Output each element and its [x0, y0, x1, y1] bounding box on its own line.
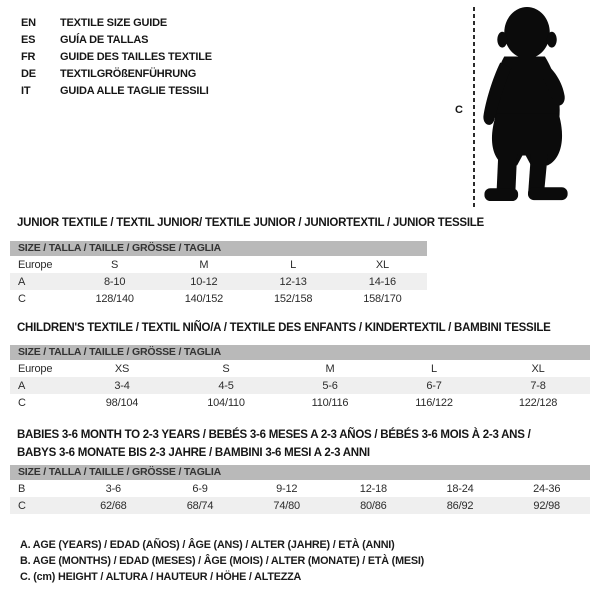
table-cell: 14-16	[368, 275, 396, 288]
language-header	[21, 14, 212, 99]
table-row	[10, 377, 590, 394]
toddler-silhouette-icon	[482, 7, 577, 207]
table-row	[10, 273, 427, 290]
table-cell: 152/158	[273, 292, 313, 305]
lang-row-fr	[21, 48, 212, 65]
table-row	[10, 480, 590, 497]
table-row	[10, 497, 590, 514]
junior-size-table	[10, 241, 427, 307]
row-label: C	[18, 499, 26, 512]
height-measure-label: C	[455, 104, 463, 116]
table-cell: 6-9	[192, 482, 208, 495]
table-cell: 12-18	[359, 482, 387, 495]
table-cell: M	[199, 258, 209, 271]
table-cell: 3-4	[114, 379, 130, 392]
table-cell: XS	[114, 362, 130, 375]
table-cell: 62/68	[100, 499, 127, 512]
babies-size-table	[10, 465, 590, 514]
table-cell: 24-36	[533, 482, 561, 495]
table-cell: 110/116	[311, 396, 349, 409]
lang-code: IT	[21, 84, 31, 97]
table-cell: 98/104	[105, 396, 139, 409]
table-cell: 140/152	[184, 292, 224, 305]
table-cell: 6-7	[426, 379, 442, 392]
lang-row-de	[21, 65, 212, 82]
table-cell: 8-10	[104, 275, 126, 288]
lang-code: ES	[21, 33, 36, 46]
table-row	[10, 394, 590, 411]
row-label: C	[18, 396, 26, 409]
size-header-row: SIZE / TALLA / TAILLE / GRÖSSE / TAGLIA	[10, 345, 590, 360]
babies-title-line-2: BABYS 3-6 MONATE BIS 2-3 JAHRE / BAMBINI 3-6 MESI A 2-3 ANNI	[17, 447, 370, 459]
junior-section-title: JUNIOR TEXTILE / TEXTIL JUNIOR/ TEXTILE JUNIOR / JUNIORTEXTIL / JUNIOR TESSILE	[17, 217, 484, 229]
note-age-years: A. AGE (YEARS) / EDAD (AÑOS) / ÂGE (ANS) / ALTER (JAHRE) / ETÀ (ANNI)	[20, 539, 395, 551]
row-label: B	[18, 482, 26, 495]
row-label: Europe	[18, 362, 53, 375]
size-header-row: SIZE / TALLA / TAILLE / GRÖSSE / TAGLIA	[10, 241, 427, 256]
lang-title: TEXTILE SIZE GUIDE	[60, 16, 168, 29]
table-cell: 9-12	[276, 482, 298, 495]
row-label: Europe	[18, 258, 53, 271]
table-cell: 104/110	[207, 396, 245, 409]
babies-title-line-1: BABIES 3-6 MONTH TO 2-3 YEARS / BEBÉS 3-6 MESES A 2-3 AÑOS / BÉBÉS 3-6 MOIS À 2-3 ANS /	[17, 429, 531, 441]
table-cell: 4-5	[218, 379, 234, 392]
table-cell: XL	[375, 258, 389, 271]
lang-title: TEXTILGRÖßENFÜHRUNG	[60, 67, 197, 80]
lang-code: EN	[21, 16, 36, 29]
table-cell: M	[325, 362, 335, 375]
table-cell: 18-24	[446, 482, 474, 495]
table-cell: S	[222, 362, 230, 375]
row-label: A	[18, 379, 26, 392]
children-size-table	[10, 345, 590, 411]
lang-title: GUIDA ALLE TAGLIE TESSILI	[60, 84, 209, 97]
table-cell: 122/128	[518, 396, 558, 409]
table-cell: 80/86	[360, 499, 387, 512]
table-cell: 68/74	[186, 499, 214, 512]
lang-code: DE	[21, 67, 36, 80]
table-cell: L	[290, 258, 297, 271]
lang-title: GUIDE DES TAILLES TEXTILE	[60, 50, 212, 63]
note-age-months: B. AGE (MONTHS) / EDAD (MESES) / ÂGE (MOIS) / ALTER (MONATE) / ETÀ (MESI)	[20, 555, 425, 567]
babies-section-title	[17, 426, 531, 462]
row-label: C	[18, 292, 26, 305]
lang-title: GUÍA DE TALLAS	[60, 33, 149, 46]
table-cell: 158/170	[363, 292, 402, 305]
table-cell: 74/80	[273, 499, 300, 512]
table-cell: 12-13	[279, 275, 307, 288]
table-cell: 5-6	[322, 379, 338, 392]
lang-code: FR	[21, 50, 36, 63]
table-cell: 116/122	[415, 396, 453, 409]
height-dashed-line	[473, 7, 475, 207]
measurement-notes	[20, 537, 424, 585]
table-cell: 128/140	[95, 292, 134, 305]
table-row	[10, 290, 427, 307]
row-label: A	[18, 275, 26, 288]
lang-row-es	[21, 31, 212, 48]
size-header-row: SIZE / TALLA / TAILLE / GRÖSSE / TAGLIA	[10, 465, 590, 480]
lang-row-it	[21, 82, 212, 99]
table-cell: 3-6	[105, 482, 121, 495]
table-cell: 86/92	[446, 499, 474, 512]
lang-row-en	[21, 14, 212, 31]
table-cell: 92/98	[533, 499, 560, 512]
table-row	[10, 256, 427, 273]
table-cell: 10-12	[190, 275, 218, 288]
children-section-title: CHILDREN'S TEXTILE / TEXTIL NIÑO/A / TEXTILE DES ENFANTS / KINDERTEXTIL / BAMBINI TESSILE	[17, 322, 551, 334]
table-cell: 7-8	[530, 379, 546, 392]
table-cell: S	[111, 258, 119, 271]
table-cell: L	[431, 362, 437, 375]
table-cell: XL	[531, 362, 545, 375]
note-height-cm: C. (cm) HEIGHT / ALTURA / HAUTEUR / HÖHE / ALTEZZA	[20, 571, 302, 583]
table-row	[10, 360, 590, 377]
